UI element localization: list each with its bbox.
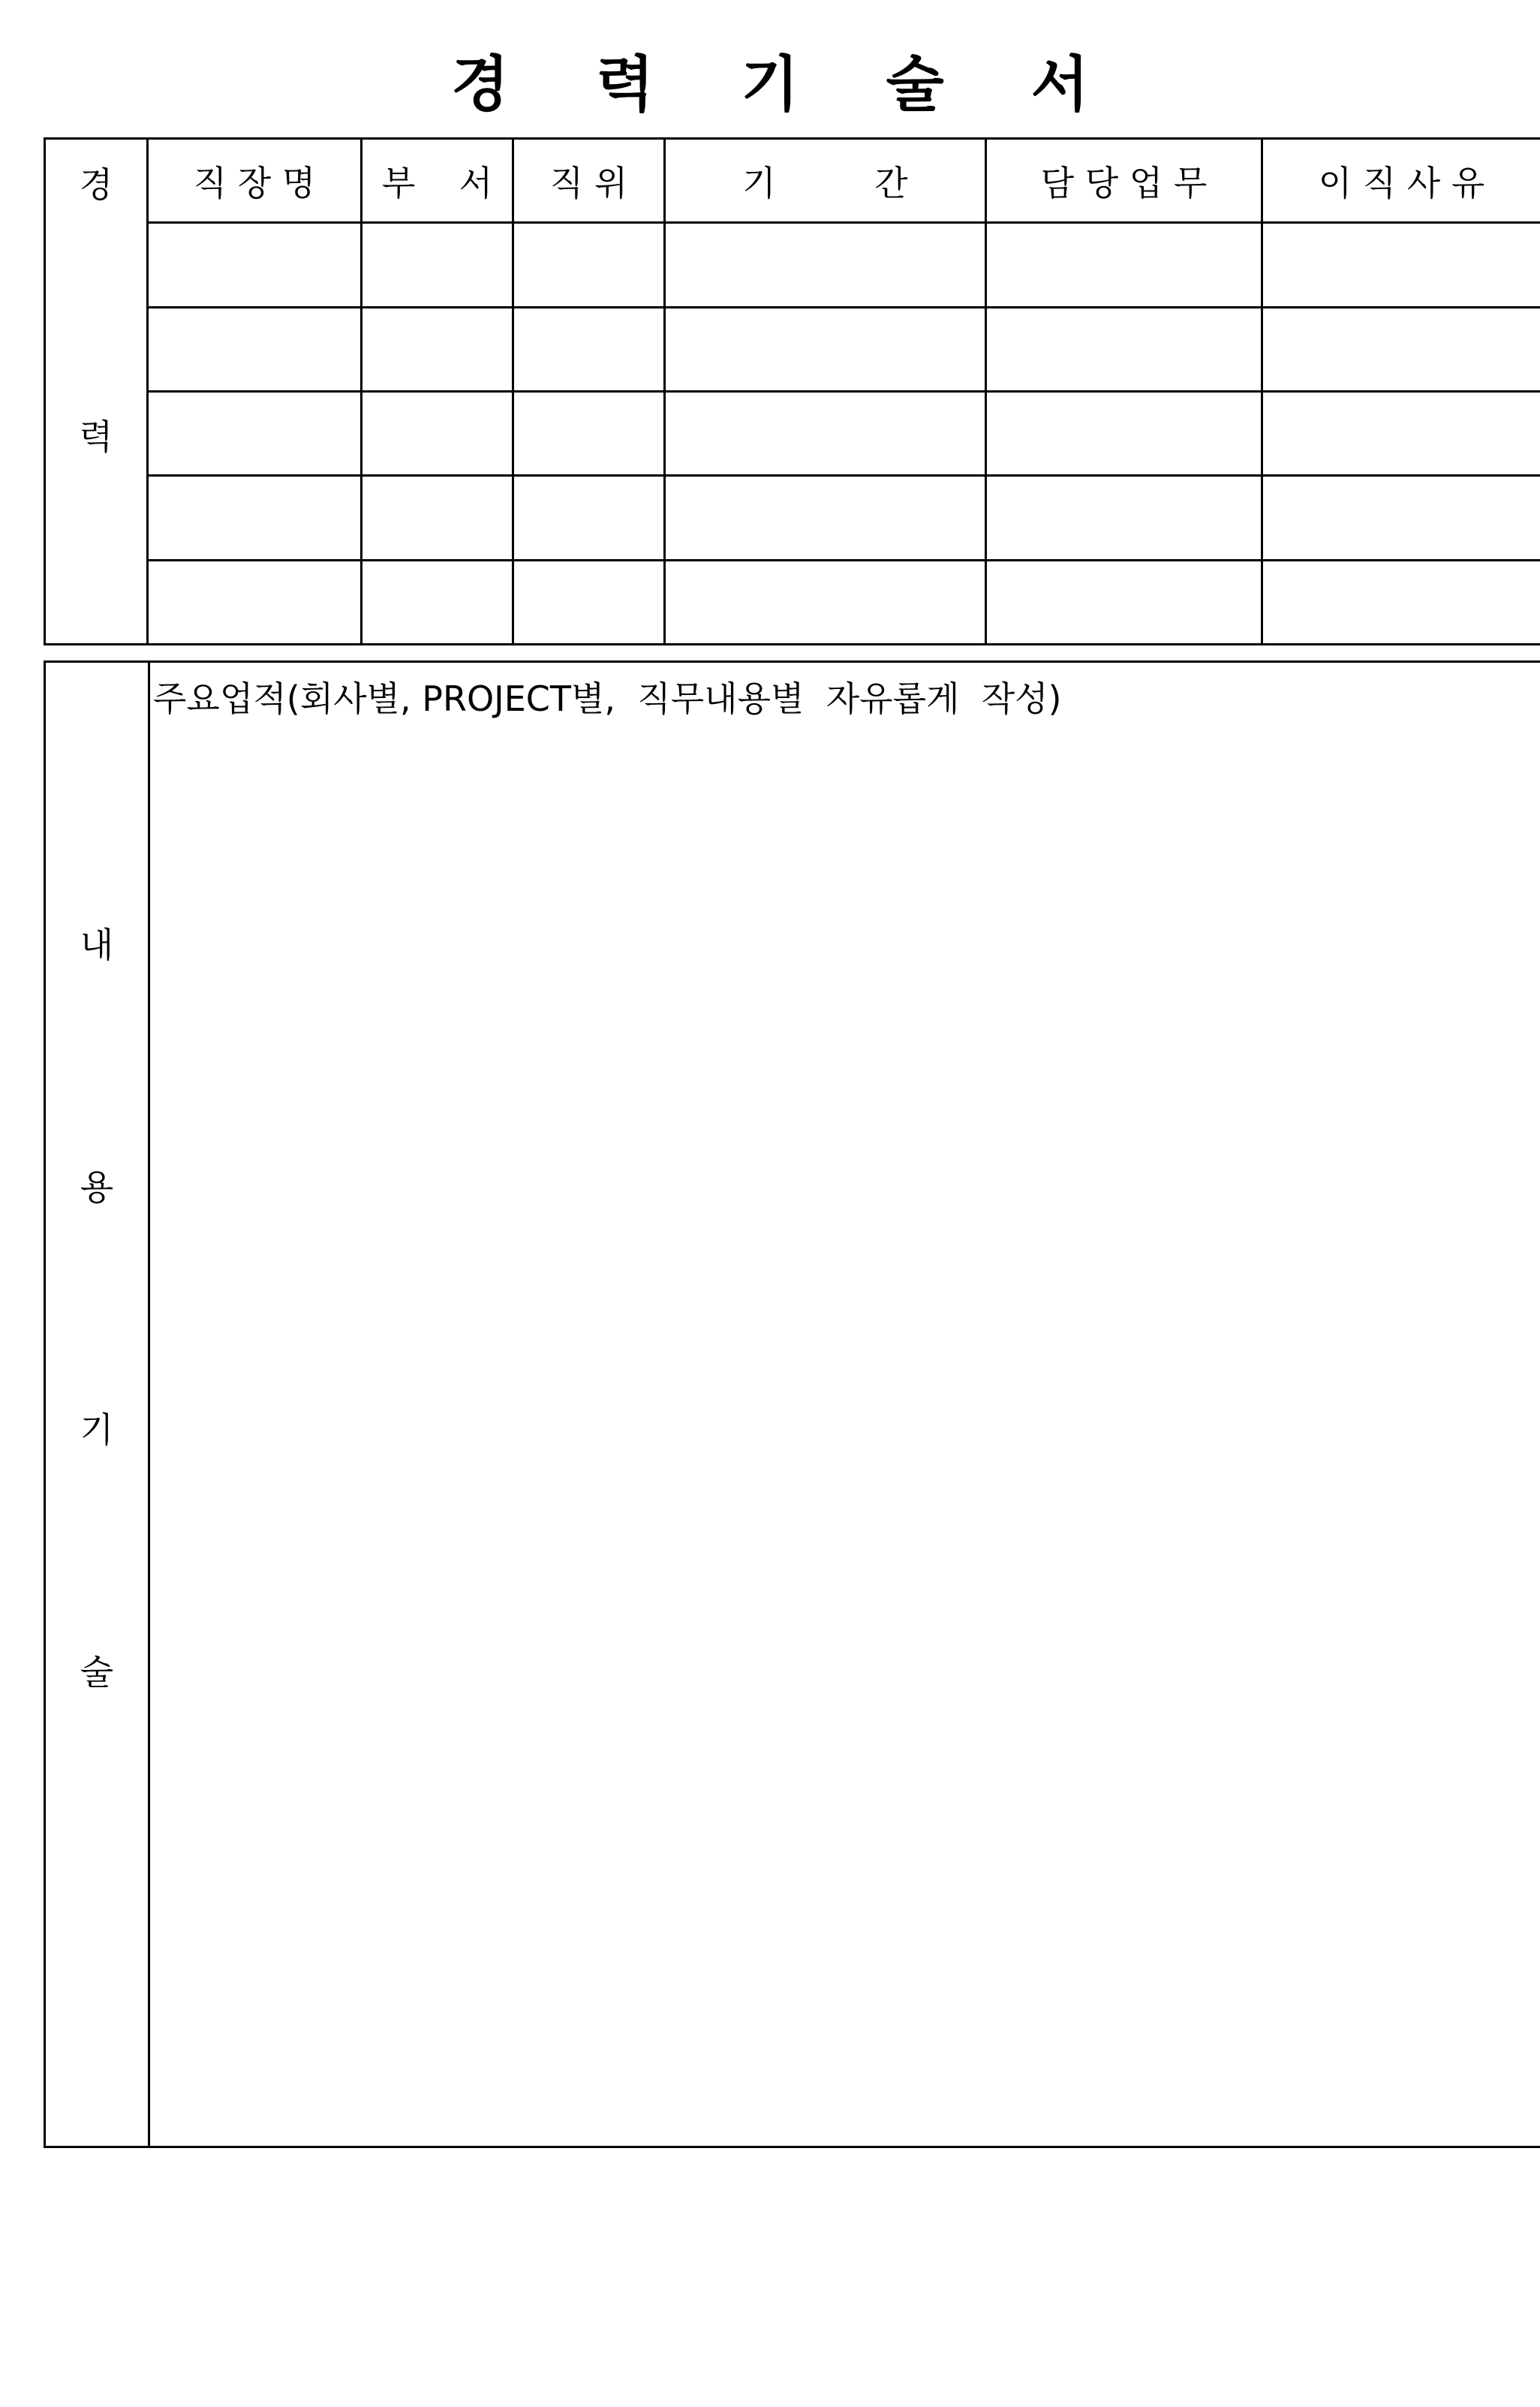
cell-period[interactable] <box>665 307 986 391</box>
cell-position[interactable] <box>513 476 665 560</box>
cell-period[interactable] <box>665 223 986 307</box>
cell-department[interactable] <box>362 391 513 475</box>
header-leave-reason: 이 직 사 유 <box>1262 139 1540 223</box>
description-side-label <box>45 662 149 2147</box>
career-table <box>44 137 1540 645</box>
cell-company-name[interactable] <box>148 560 362 644</box>
career-header-row <box>45 139 1540 223</box>
career-side-label-bottom: 력 <box>79 417 113 457</box>
career-side-label <box>45 139 148 645</box>
cell-duties[interactable] <box>986 223 1262 307</box>
description-body[interactable] <box>149 662 1540 2147</box>
career-row <box>45 307 1540 391</box>
cell-duties[interactable] <box>986 307 1262 391</box>
cell-position[interactable] <box>513 223 665 307</box>
cell-department[interactable] <box>362 307 513 391</box>
header-position: 직 위 <box>513 139 665 223</box>
header-duties: 담 당 업 무 <box>986 139 1262 223</box>
cell-company-name[interactable] <box>148 391 362 475</box>
document-title: 경 력 기 술 서 <box>451 50 1122 119</box>
cell-duties[interactable] <box>986 560 1262 644</box>
cell-duties[interactable] <box>986 391 1262 475</box>
career-row <box>45 223 1540 307</box>
description-instruction: 주요업적(회사별, PROJECT별, 직무내용별 자유롭게 작성) <box>153 678 1062 719</box>
cell-period[interactable] <box>665 560 986 644</box>
description-side-char: 용 <box>80 1167 114 1208</box>
cell-position[interactable] <box>513 307 665 391</box>
cell-department[interactable] <box>362 560 513 644</box>
description-side-char: 내 <box>80 925 114 965</box>
cell-company-name[interactable] <box>148 223 362 307</box>
cell-department[interactable] <box>362 476 513 560</box>
cell-leave-reason[interactable] <box>1262 560 1540 644</box>
cell-duties[interactable] <box>986 476 1262 560</box>
cell-position[interactable] <box>513 560 665 644</box>
career-row <box>45 391 1540 475</box>
header-company-name: 직 장 명 <box>148 139 362 223</box>
cell-leave-reason[interactable] <box>1262 391 1540 475</box>
header-period: 기 간 <box>665 139 986 223</box>
career-row <box>45 476 1540 560</box>
description-side-char: 기 <box>80 1410 114 1450</box>
cell-leave-reason[interactable] <box>1262 307 1540 391</box>
cell-period[interactable] <box>665 391 986 475</box>
header-department: 부 서 <box>362 139 513 223</box>
description-table <box>44 660 1540 2148</box>
career-row <box>45 560 1540 644</box>
cell-company-name[interactable] <box>148 307 362 391</box>
cell-company-name[interactable] <box>148 476 362 560</box>
cell-position[interactable] <box>513 391 665 475</box>
career-side-label-top: 경 <box>79 164 113 205</box>
cell-leave-reason[interactable] <box>1262 223 1540 307</box>
cell-period[interactable] <box>665 476 986 560</box>
cell-leave-reason[interactable] <box>1262 476 1540 560</box>
description-side-char: 술 <box>80 1652 114 1692</box>
cell-department[interactable] <box>362 223 513 307</box>
